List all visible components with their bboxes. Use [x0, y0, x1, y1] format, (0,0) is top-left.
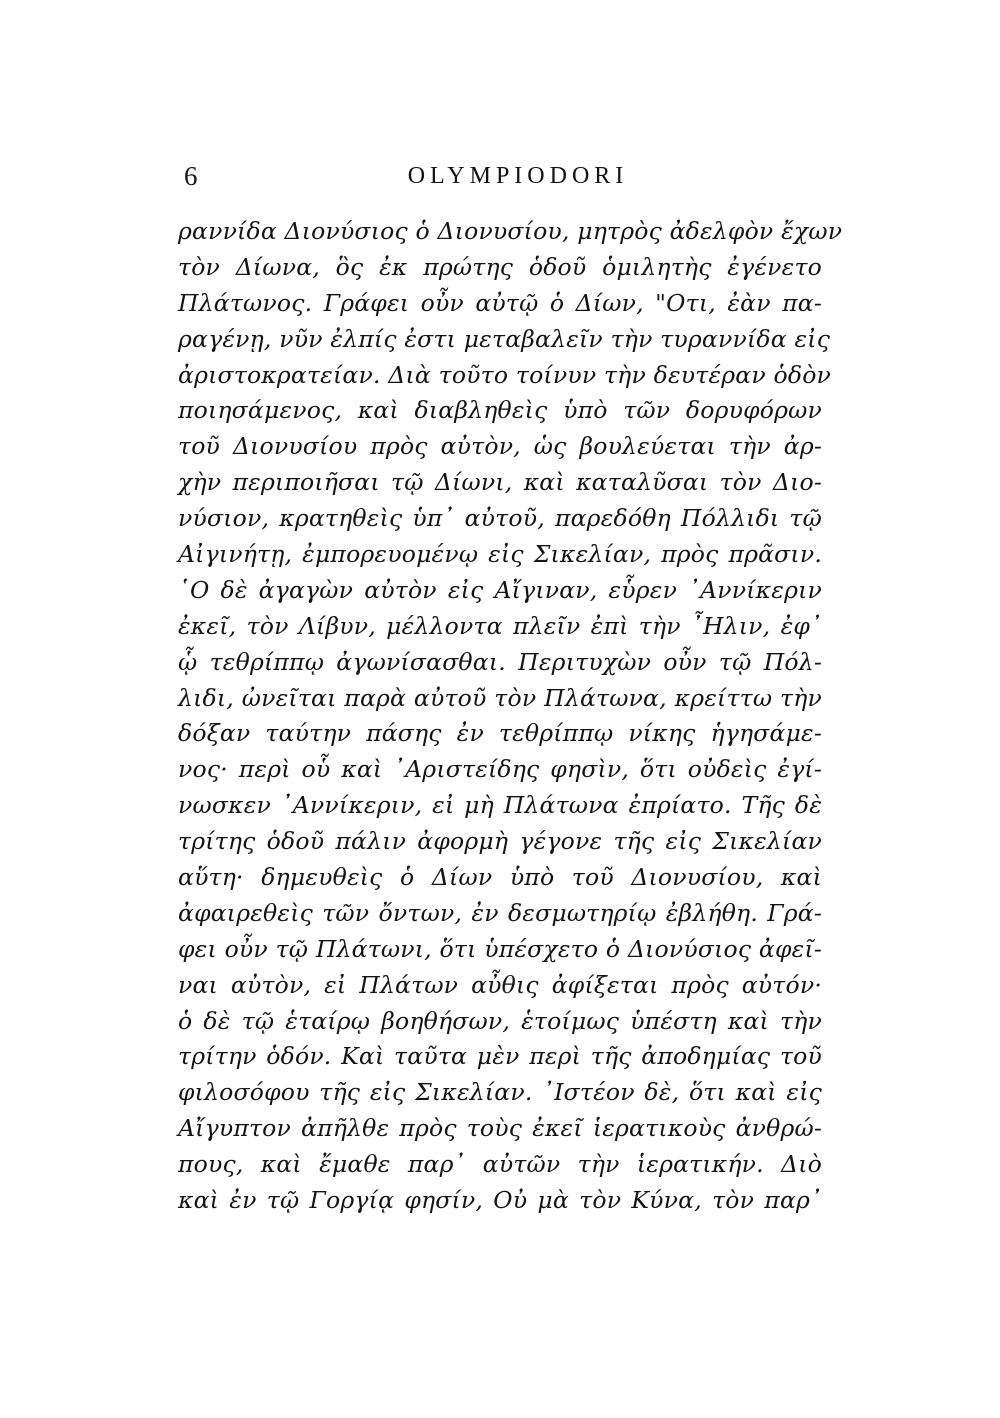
text-line: ᾧ τεθρίππῳ ἀγωνίσασθαι. Περιτυχὼν οὖν τῷ Πόλ- [178, 647, 822, 676]
text-line: δόξαν ταύτην πάσης ἐν τεθρίππῳ νίκης ἡγησάμε- [178, 719, 822, 748]
text-line: πους, καὶ ἔμαθε παρ᾽ αὐτῶν τὴν ἱερατικήν. Διὸ [178, 1150, 822, 1179]
text-line: νωσκεν ᾿Αννίκεριν, εἰ μὴ Πλάτωνα ἐπρίατο. Τῆς δὲ [178, 791, 822, 820]
text-line: φει οὖν τῷ Πλάτωνι, ὅτι ὑπέσχετο ὁ Διονύσιος ἀφεῖ- [178, 934, 822, 963]
text-line: νύσιον, κρατηθεὶς ὑπ᾽ αὐτοῦ, παρεδόθη Πόλλιδι τῷ [178, 504, 822, 533]
text-line: Αἴγυπτον ἀπῆλθε πρὸς τοὺς ἐκεῖ ἱερατικοὺς ἀνθρώ- [178, 1114, 822, 1143]
text-line: Αἰγινήτῃ, ἐμπορευομένῳ εἰς Σικελίαν, πρὸς πρᾶσιν. [178, 540, 822, 569]
text-line: λιδι, ὠνεῖται παρὰ αὐτοῦ τὸν Πλάτωνα, κρείττω τὴν [178, 683, 822, 712]
text-line: Πλάτωνος. Γράφει οὖν αὐτῷ ὁ Δίων, "Οτι, ἐὰν πα- [178, 288, 822, 317]
text-line: καὶ ἐν τῷ Γοργίᾳ φησίν, Οὐ μὰ τὸν Κύνα, τὸν παρ᾽ [178, 1186, 822, 1215]
text-line: τοῦ Διονυσίου πρὸς αὐτὸν, ὡς βουλεύεται τὴν ἀρ- [178, 432, 822, 461]
text-line: ποιησάμενος, καὶ διαβληθεὶς ὑπὸ τῶν δορυφόρων [178, 396, 822, 425]
running-title: OLYMPIODORI [407, 163, 629, 189]
text-line: ἀφαιρεθεὶς τῶν ὄντων, ἐν δεσμωτηρίῳ ἐβλήθη. Γρά- [178, 898, 822, 927]
text-line: ἐκεῖ, τὸν Λίβυν, μέλλοντα πλεῖν ἐπὶ τὴν ῏Ηλιν, ἐφ᾽ [178, 611, 822, 640]
text-line: ῾Ο δὲ ἀγαγὼν αὐτὸν εἰς Αἴγιναν, εὗρεν ᾿Αννίκεριν [178, 575, 822, 604]
text-line: ἀριστοκρατείαν. Διὰ τοῦτο τοίνυν τὴν δευτέραν ὁδὸν [178, 360, 832, 389]
text-line: ραννίδα Διονύσιος ὁ Διονυσίου, μητρὸς ἀδελφὸν ἔχων [178, 217, 843, 245]
text-line: ναι αὐτὸν, εἰ Πλάτων αὖθις ἀφίξεται πρὸς αὐτόν· [178, 970, 822, 999]
text-line: ὁ δὲ τῷ ἑταίρῳ βοηθήσων, ἑτοίμως ὑπέστη καὶ τὴν [178, 1006, 822, 1035]
text-line: ραγένῃ, νῦν ἐλπίς ἐστι μεταβαλεῖν τὴν τυραννίδα εἰς [178, 324, 831, 353]
text-line: φιλοσόφου τῆς εἰς Σικελίαν. ᾿Ιστέον δὲ, ὅτι καὶ εἰς [178, 1078, 822, 1107]
text-line: νος· περὶ οὗ καὶ ᾿Αριστείδης φησὶν, ὅτι οὐδεὶς ἐγί- [178, 755, 822, 784]
text-line: τὸν Δίωνα, ὃς ἐκ πρώτης ὁδοῦ ὁμιλητὴς ἐγένετο [178, 252, 822, 281]
page-number: 6 [184, 161, 198, 191]
text-line: χὴν περιποιῆσαι τῷ Δίωνι, καὶ καταλῦσαι τὸν Διο- [178, 468, 822, 497]
body-text [178, 214, 843, 1219]
text-line: τρίτης ὁδοῦ πάλιν ἀφορμὴ γέγονε τῆς εἰς Σικελίαν [178, 827, 822, 856]
running-head [178, 158, 822, 194]
text-line: τρίτην ὁδόν. Καὶ ταῦτα μὲν περὶ τῆς ἀποδημίας τοῦ [178, 1042, 822, 1071]
text-line: αὕτη· δημευθεὶς ὁ Δίων ὑπὸ τοῦ Διονυσίου, καὶ [178, 863, 822, 892]
